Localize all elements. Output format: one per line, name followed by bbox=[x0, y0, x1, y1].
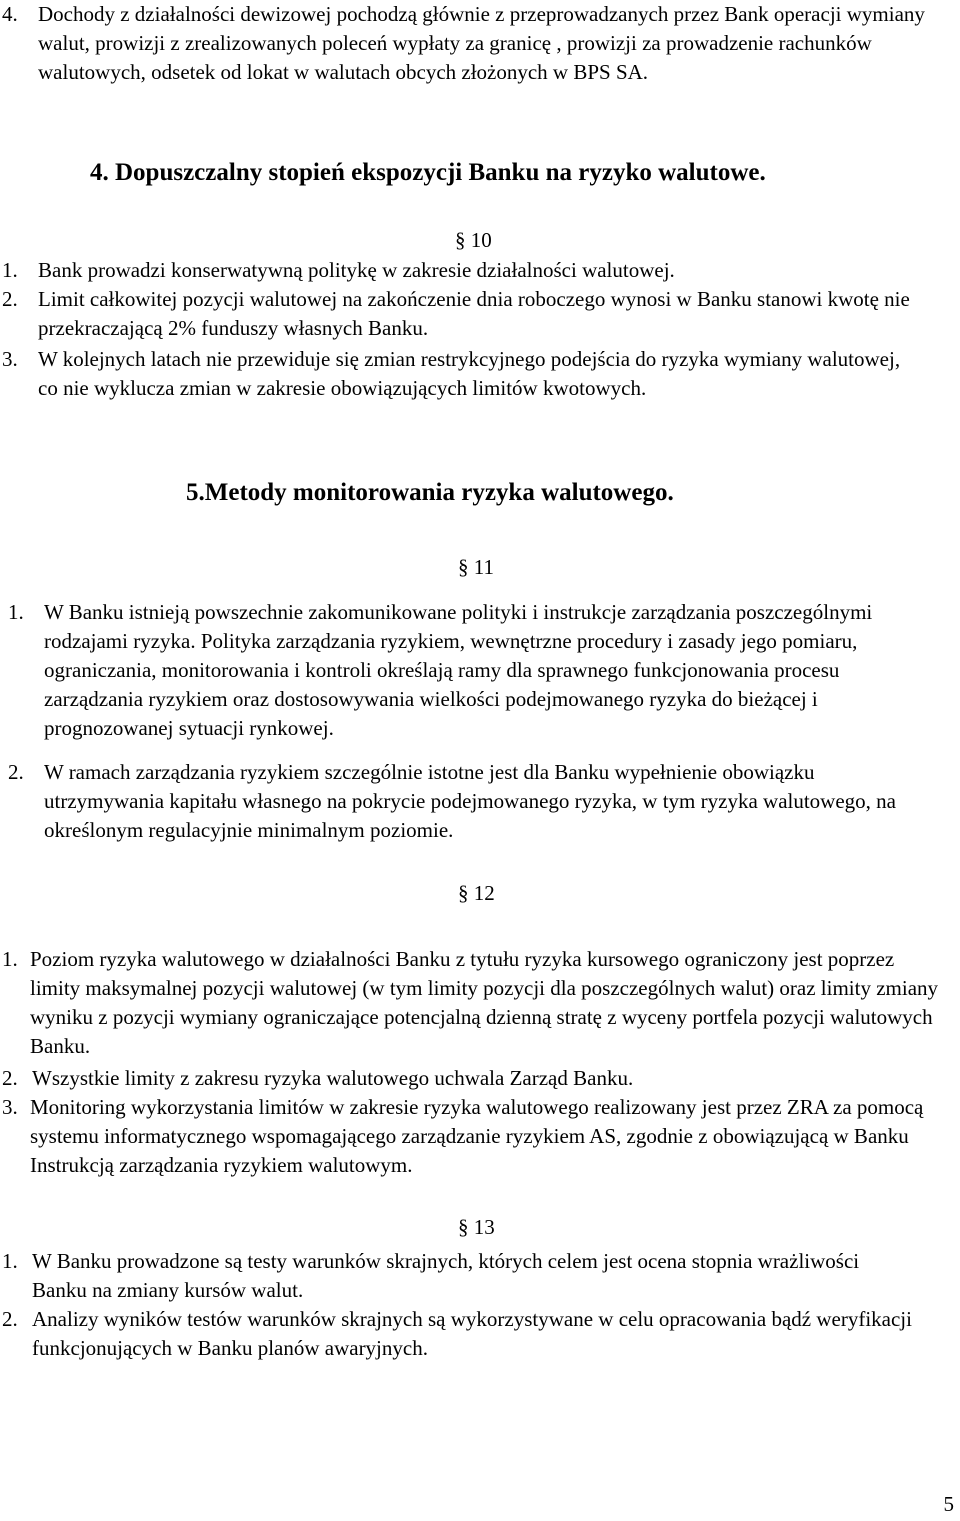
list-item-text: W Banku prowadzone są testy warunków skrajnych, których celem jest ocena stopnia wrażliwości Banku na zmiany kursów walut. bbox=[32, 1249, 860, 1302]
list-item-number: 2. bbox=[2, 1307, 18, 1331]
list-item-number: 2. bbox=[2, 1066, 18, 1090]
section-heading: 5.Metody monitorowania ryzyka walutowego. bbox=[186, 479, 674, 506]
list-item-text: Dochody z działalności dewizowej pochodzą głównie z przeprowadzanych przez Bank operacji wymiany walut, prowizji z zrealizowanych poleceń wypłaty za granicę , prowizji za prowadzenie rachunków walutowych, odsetek od lokat w walutach obcych złożonych w BPS SA. bbox=[38, 2, 925, 84]
paragraph-mark: § 11 bbox=[458, 555, 494, 579]
page-number: 5 bbox=[943, 1492, 954, 1516]
list-item bbox=[2, 0, 932, 87]
list-item-number: 4. bbox=[2, 2, 18, 26]
list-item bbox=[8, 758, 920, 845]
list-item bbox=[2, 945, 942, 1061]
list-item-text: W kolejnych latach nie przewiduje się zmian restrykcyjnego podejścia do ryzyka wymiany walutowej, co nie wyklucza zmian w zakresie obowiązujących limitów kwotowych. bbox=[38, 347, 901, 400]
list-item-number: 2. bbox=[2, 287, 18, 311]
list-item-number: 3. bbox=[2, 1095, 18, 1119]
paragraph-mark: § 12 bbox=[458, 881, 495, 905]
list-item bbox=[2, 1305, 932, 1363]
list-item-text: W ramach zarządzania ryzykiem szczególnie istotne jest dla Banku wypełnienie obowiązku utrzymywania kapitału własnego na pokrycie podejmowanego ryzyka, w tym ryzyka walutowego, na określonym regulacyjnie minimalnym poziomie. bbox=[44, 760, 896, 842]
list-item-number: 1. bbox=[2, 1249, 18, 1273]
list-item-number: 2. bbox=[8, 760, 24, 784]
list-item bbox=[2, 256, 932, 285]
list-item bbox=[2, 1093, 942, 1180]
paragraph-mark: § 10 bbox=[455, 228, 492, 252]
list-item-text: W Banku istnieją powszechnie zakomunikowane polityki i instrukcje zarządzania poszczególnymi rodzajami ryzyka. Polityka zarządzania ryzykiem, wewnętrzne procedury i zasady jego pomiaru, ograniczania, monitorowania i kontroli określają ramy dla sprawnego funkcjonowania procesu zarządzania ryzykiem oraz dostosowywania wielkości podejmowanego ryzyka do bieżącej i prognozowanej sytuacji rynkowej. bbox=[44, 600, 873, 740]
list-item-text: Bank prowadzi konserwatywną politykę w zakresie działalności walutowej. bbox=[38, 258, 675, 282]
list-item-number: 1. bbox=[8, 600, 24, 624]
list-item-text: Analizy wyników testów warunków skrajnych są wykorzystywane w celu opracowania bądź weryfikacji funkcjonujących w Banku planów awaryjnych. bbox=[32, 1307, 912, 1360]
list-item-number: 1. bbox=[2, 258, 18, 282]
list-item-number: 3. bbox=[2, 347, 18, 371]
section-heading: 4. Dopuszczalny stopień ekspozycji Banku na ryzyko walutowe. bbox=[90, 159, 766, 186]
list-item bbox=[2, 285, 920, 343]
list-item bbox=[2, 1247, 902, 1305]
list-item-text: Wszystkie limity z zakresu ryzyka walutowego uchwala Zarząd Banku. bbox=[32, 1066, 634, 1090]
list-item-text: Monitoring wykorzystania limitów w zakresie ryzyka walutowego realizowany jest przez ZRA za pomocą systemu informatycznego wspomagającego zarządzanie ryzykiem AS, zgodnie z obowiązującą w Banku Instrukcją zarządzania ryzykiem walutowym. bbox=[30, 1095, 924, 1177]
list-item bbox=[8, 598, 920, 743]
list-item-text: Limit całkowitej pozycji walutowej na zakończenie dnia roboczego wynosi w Banku stanowi kwotę nie przekraczającą 2% funduszy własnych Banku. bbox=[38, 287, 910, 340]
list-item bbox=[2, 345, 902, 403]
list-item-number: 1. bbox=[2, 947, 18, 971]
paragraph-mark: § 13 bbox=[458, 1215, 495, 1239]
list-item-text: Poziom ryzyka walutowego w działalności Banku z tytułu ryzyka kursowego ograniczony jest poprzez limity maksymalnej pozycji walutowej (w tym limity pozycji dla poszczególnych walut) oraz limity zmiany wyniku z pozycji wymiany ograniczające potencjalną dzienną stratę z wyceny portfela pozycji walutowych Banku. bbox=[30, 947, 939, 1058]
list-item bbox=[2, 1064, 942, 1093]
